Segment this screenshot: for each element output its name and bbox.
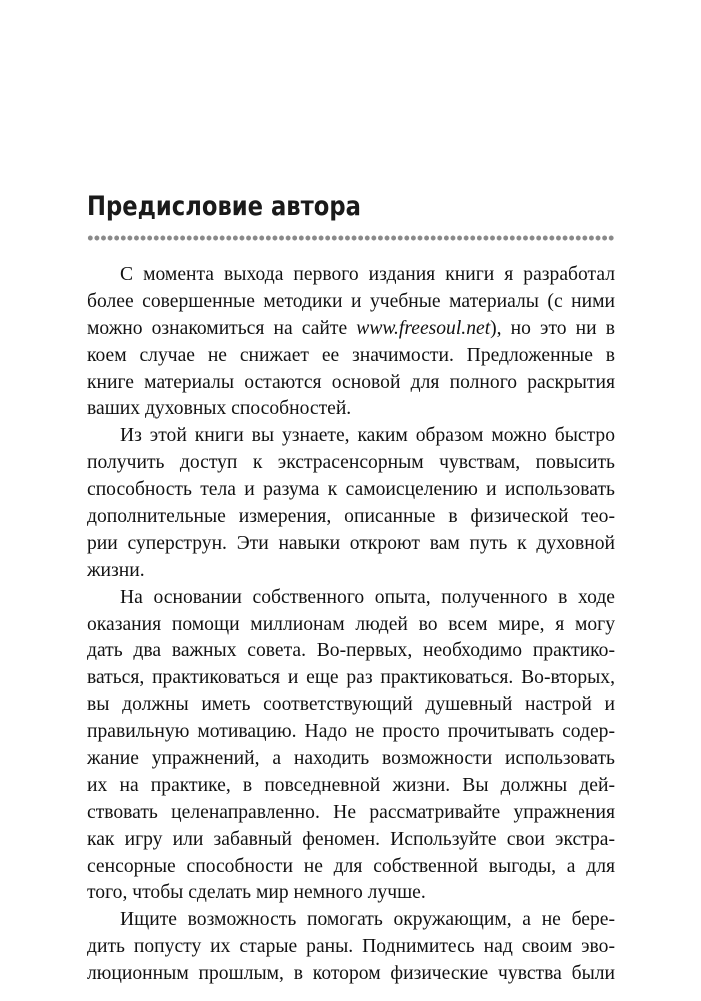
text-line: ваться, практиковаться и еще раз практиковаться. Во-вторых, (87, 667, 615, 689)
text-line: дать два важных совета. Во-первых, необходимо практико- (87, 640, 615, 662)
paragraph-4 (87, 907, 615, 988)
text-line: На основании собственного опыта, полученного в ходе (120, 586, 615, 608)
paragraph-3 (87, 585, 615, 908)
text-line (87, 316, 615, 343)
text-line: дополнительные измерения, описанные в физической тео- (87, 506, 615, 528)
website-link: www.freesoul.net (356, 317, 491, 339)
text-line: дить попусту их старые раны. Поднимитесь над своим эво- (87, 936, 615, 958)
text-line: С момента выхода первого издания книги я разработал (120, 264, 615, 285)
text-segment: можно ознакомиться на сайте (87, 317, 357, 339)
text-line: правильную мотивацию. Надо не просто прочитывать содер- (87, 721, 615, 743)
text-line: ствовать целенаправленно. Не рассматривайте упражнения (87, 801, 615, 823)
text-line: способность тела и разума к самоисцелению и использовать (87, 479, 615, 501)
text-line: жание упражнений, а находить возможности использовать (87, 748, 615, 770)
text-line: вы должны иметь соответствующий душевный настрой и (87, 694, 615, 716)
text-line: сенсорные способности не для собственной выгоды, а для (87, 855, 615, 877)
text-line: Из этой книги вы узнаете, каким образом можно быстро (120, 425, 615, 447)
text-line: того, чтобы сделать мир немного лучше. (87, 882, 426, 904)
text-line: как игру или забавный феномен. Используйте свои экстра- (87, 828, 615, 850)
text-line: жизни. (87, 559, 145, 581)
paragraph-2 (87, 423, 615, 584)
text-line: Ищите возможность помогать окружающим, а не бере- (120, 909, 615, 931)
body-text (87, 262, 615, 988)
text-line: рии суперструн. Эти навыки откроют вам путь к духовной (87, 532, 615, 554)
text-line: коем случае не снижает ее значимости. Предложенные в (87, 344, 615, 366)
text-line: ваших духовных способностей. (87, 398, 352, 420)
text-segment: ), но это ни в (490, 317, 615, 339)
dotted-divider (87, 235, 615, 241)
text-line: их на практике, в повседневной жизни. Вы должны дей- (87, 774, 615, 796)
text-line: получить доступ к экстрасенсорным чувствам, повысить (87, 452, 615, 474)
page-title: Предисловие автора (87, 191, 361, 222)
text-line: книге материалы остаются основой для полного раскрытия (87, 371, 615, 393)
text-line: оказания помощи миллионам людей во всем мире, я могу (87, 613, 615, 635)
text-line: более совершенные методики и учебные материалы (с ними (87, 290, 615, 312)
text-line: люционным прошлым, в котором физические чувства были (87, 963, 615, 985)
paragraph-1 (87, 262, 615, 423)
